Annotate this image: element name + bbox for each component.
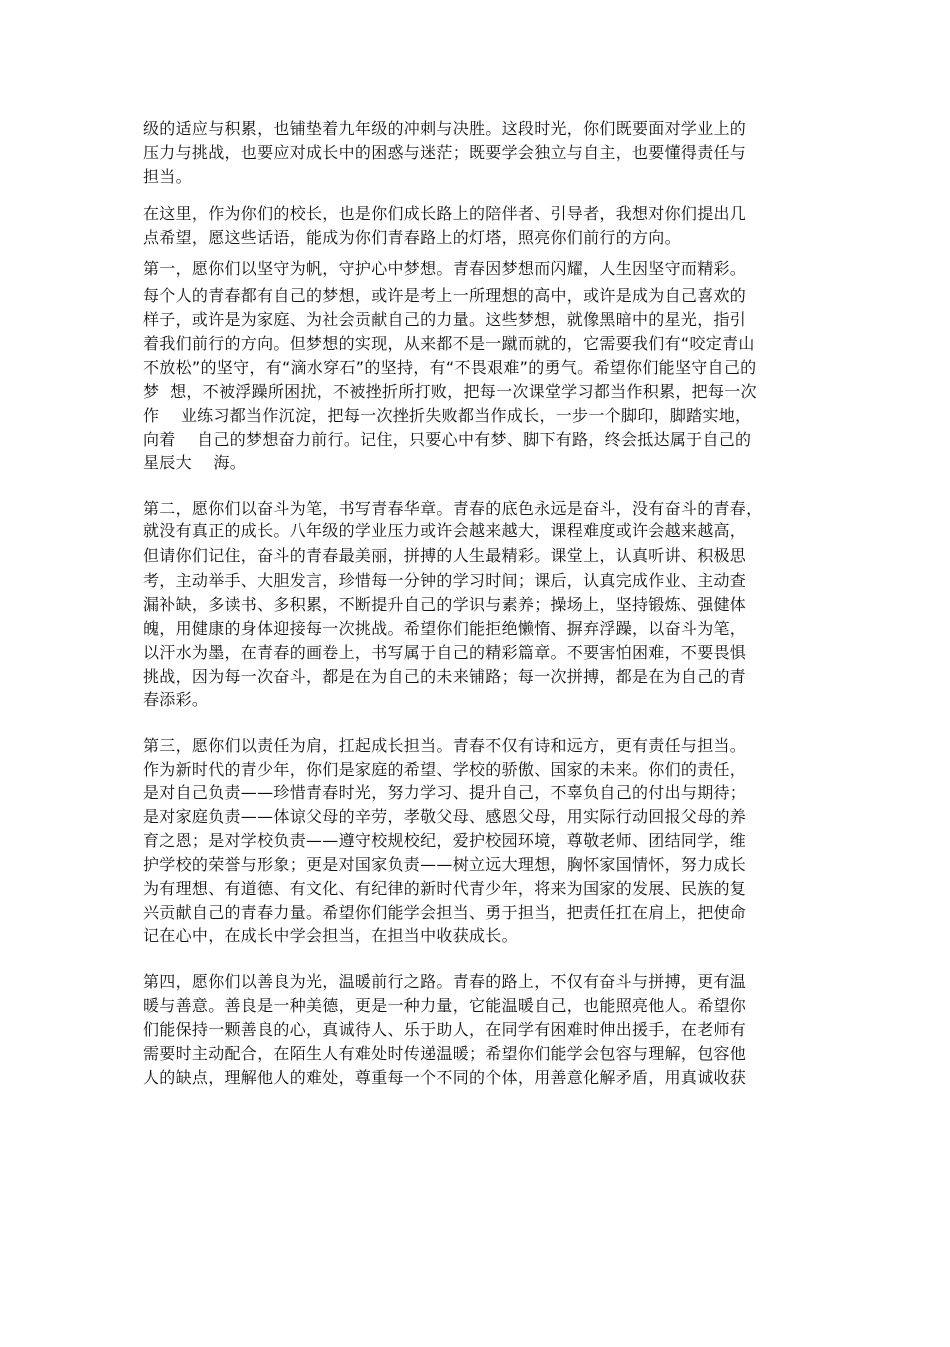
text-line: 级的适应与积累，也铺垫着九年级的冲刺与决胜。这段时光，你们既要面对学业上的 [143, 119, 747, 138]
text-line: 第四，愿你们以善良为光，温暖前行之路。青春的路上，不仅有奋斗与拼搏，更有温 [143, 972, 747, 991]
text-line: 兴贡献自己的青春力量。希望你们能学会担当、勇于担当，把责任扛在肩上，把使命 [143, 903, 747, 922]
text-line: 记在心中，在成长中学会担当，在担当中收获成长。 [143, 926, 518, 945]
text-line: 育之恩；是对学校负责——遵守校规校纪，爱护校园环境，尊敬老师、团结同学，维 [143, 831, 747, 850]
text-line: 第一，愿你们以坚守为帆，守护心中梦想。青春因梦想而闪耀，人生因坚守而精彩。 [143, 259, 747, 278]
text-line: 以汗水为墨，在青春的画卷上，书写属于自己的精彩篇章。不要害怕困难，不要畏惧 [143, 643, 747, 662]
text-line: 星辰大 海。 [143, 453, 247, 472]
text-line: 暖与善意。善良是一种美德，更是一种力量，它能温暖自己，也能照亮他人。希望你 [143, 996, 747, 1015]
text-line: 压力与挑战，也要应对成长中的困惑与迷茫；既要学会独立与自主，也要懂得责任与 [143, 143, 747, 162]
text-line: 第二，愿你们以奋斗为笔，书写青春华章。青春的底色永远是奋斗，没有奋斗的青春， [143, 499, 763, 518]
text-line: 漏补缺，多读书、多积累，不断提升自己的学识与素养；操场上，坚持锻炼、强健体 [143, 595, 747, 614]
text-line: 需要时主动配合，在陌生人有难处时传递温暖；希望你们能学会包容与理解，包容他 [143, 1044, 747, 1063]
text-line: 考，主动举手、大胆发言，珍惜每一分钟的学习时间；课后，认真完成作业、主动查 [143, 571, 747, 590]
text-line: 不放松”的坚守，有“滴水穿石”的坚持，有“不畏艰难”的勇气。希望你们能坚守自己的 [143, 358, 757, 377]
text-line: 样子，或许是为家庭、为社会贡献自己的力量。这些梦想，就像黑暗中的星光，指引 [143, 310, 747, 329]
text-line: 点希望，愿这些话语，能成为你们青春路上的灯塔，照亮你们前行的方向。 [143, 228, 681, 247]
text-line: 第三，愿你们以责任为肩，扛起成长担当。青春不仅有诗和远方，更有责任与担当。 [143, 736, 747, 755]
text-line: 护学校的荣誉与形象；更是对国家负责——树立远大理想，胸怀家国情怀，努力成长 [143, 855, 747, 874]
text-line: 着我们前行的方向。但梦想的实现，从来都不是一蹴而就的，它需要我们有“咬定青山 [143, 334, 755, 353]
text-line: 作为新时代的青少年，你们是家庭的希望、学校的骄傲、国家的未来。你们的责任， [143, 760, 747, 779]
text-line: 挑战，因为每一次奋斗，都是在为自己的未来铺路；每一次拼搏，都是在为自己的青 [143, 667, 747, 686]
text-line: 魄，用健康的身体迎接每一次挑战。希望你们能拒绝懒惰、摒弃浮躁，以奋斗为笔， [143, 619, 747, 638]
text-line: 是对家庭负责——体谅父母的辛劳，孝敬父母、感恩父母，用实际行动回报父母的养 [143, 807, 747, 826]
text-line: 在这里，作为你们的校长，也是你们成长路上的陪伴者、引导者，我想对你们提出几 [143, 204, 747, 223]
text-line: 是对自己负责——珍惜青春时光，努力学习、提升自己，不辜负自己的付出与期待； [143, 783, 747, 802]
text-line: 向着 自己的梦想奋力前行。记住，只要心中有梦、脚下有路，终会抵达属于自己的 [143, 430, 752, 449]
text-line: 人的缺点，理解他人的难处，尊重每一个不同的个体，用善意化解矛盾，用真诚收获 [143, 1068, 747, 1087]
text-line: 作 业练习都当作沉淀，把每一次挫折失败都当作成长，一步一个脚印，脚踏实地， [143, 406, 752, 425]
text-line: 们能保持一颗善良的心，真诚待人、乐于助人，在同学有困难时伸出援手，在老师有 [143, 1020, 747, 1039]
text-line: 每个人的青春都有自己的梦想，或许是考上一所理想的高中，或许是成为自己喜欢的 [143, 286, 747, 305]
text-line: 梦 想，不被浮躁所困扰，不被挫折所打败，把每一次课堂学习都当作积累，把每一次 [143, 382, 757, 401]
text-line: 春添彩。 [143, 690, 209, 709]
text-line: 就没有真正的成长。八年级的学业压力或许会越来越大，课程难度或许会越来越高， [143, 521, 747, 540]
text-line: 为有理想、有道德、有文化、有纪律的新时代青少年，将来为国家的发展、民族的复 [143, 879, 747, 898]
text-line: 但请你们记住，奋斗的青春最美丽，拼搏的人生最精彩。课堂上，认真听讲、积极思 [143, 546, 747, 565]
text-line: 担当。 [143, 167, 192, 186]
